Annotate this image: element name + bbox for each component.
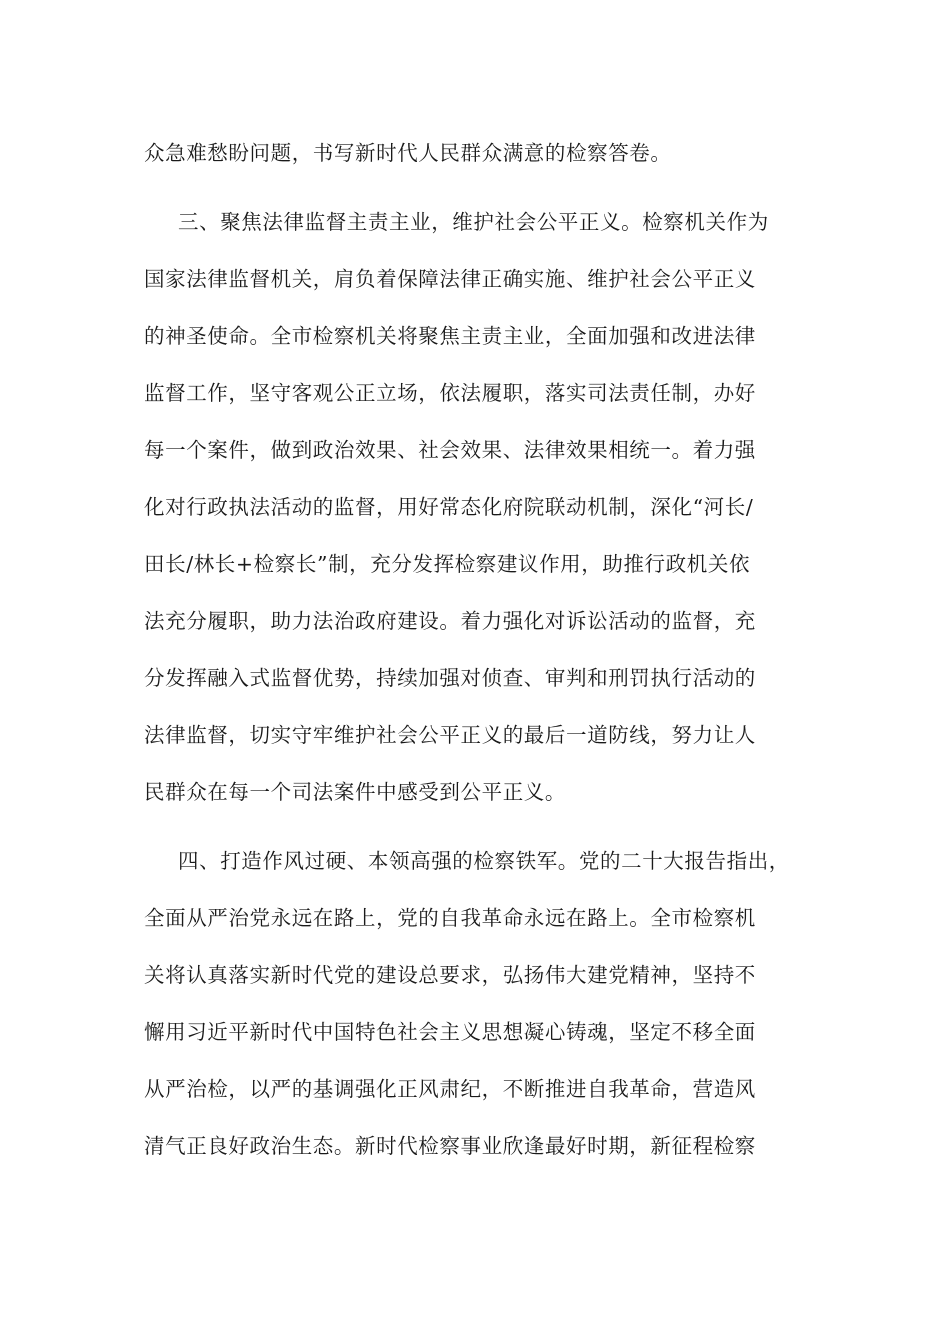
paragraph-heading-3: 三、聚焦法律监督主责主业，维护社会公平正义。检察机关作为 xyxy=(178,210,769,234)
paragraph-heading-4: 四、打造作风过硬、本领高强的检察铁军。党的二十大报告指出， xyxy=(178,849,790,873)
text-line: 国家法律监督机关，肩负着保障法律正确实施、维护社会公平正义 xyxy=(144,267,756,291)
text-line: 懈用习近平新时代中国特色社会主义思想凝心铸魂，坚定不移全面 xyxy=(144,1020,756,1044)
text-line: 众急难愁盼问题，书写新时代人民群众满意的检察答卷。 xyxy=(144,141,672,165)
text-line: 法律监督，切实守牢维护社会公平正义的最后一道防线，努力让人 xyxy=(144,723,756,747)
text-line: 田长/林长+检察长”制，充分发挥检察建议作用，助推行政机关依 xyxy=(144,552,751,576)
text-line: 关将认真落实新时代党的建设总要求，弘扬伟大建党精神，坚持不 xyxy=(144,963,756,987)
text-line: 清气正良好政治生态。新时代检察事业欣逢最好时期，新征程检察 xyxy=(144,1134,756,1158)
text-line: 的神圣使命。全市检察机关将聚焦主责主业，全面加强和改进法律 xyxy=(144,324,756,348)
text-line: 每一个案件，做到政治效果、社会效果、法律效果相统一。着力强 xyxy=(144,438,756,462)
text-line: 化对行政执法活动的监督，用好常态化府院联动机制，深化“河长/ xyxy=(144,495,754,519)
text-line: 分发挥融入式监督优势，持续加强对侦查、审判和刑罚执行活动的 xyxy=(144,666,756,690)
text-line: 从严治检，以严的基调强化正风肃纪，不断推进自我革命，营造风 xyxy=(144,1077,756,1101)
text-line: 全面从严治党永远在路上，党的自我革命永远在路上。全市检察机 xyxy=(144,906,756,930)
text-line: 监督工作，坚守客观公正立场，依法履职，落实司法责任制，办好 xyxy=(144,381,756,405)
text-line: 民群众在每一个司法案件中感受到公平正义。 xyxy=(144,780,566,804)
text-line: 法充分履职，助力法治政府建设。着力强化对诉讼活动的监督，充 xyxy=(144,609,756,633)
